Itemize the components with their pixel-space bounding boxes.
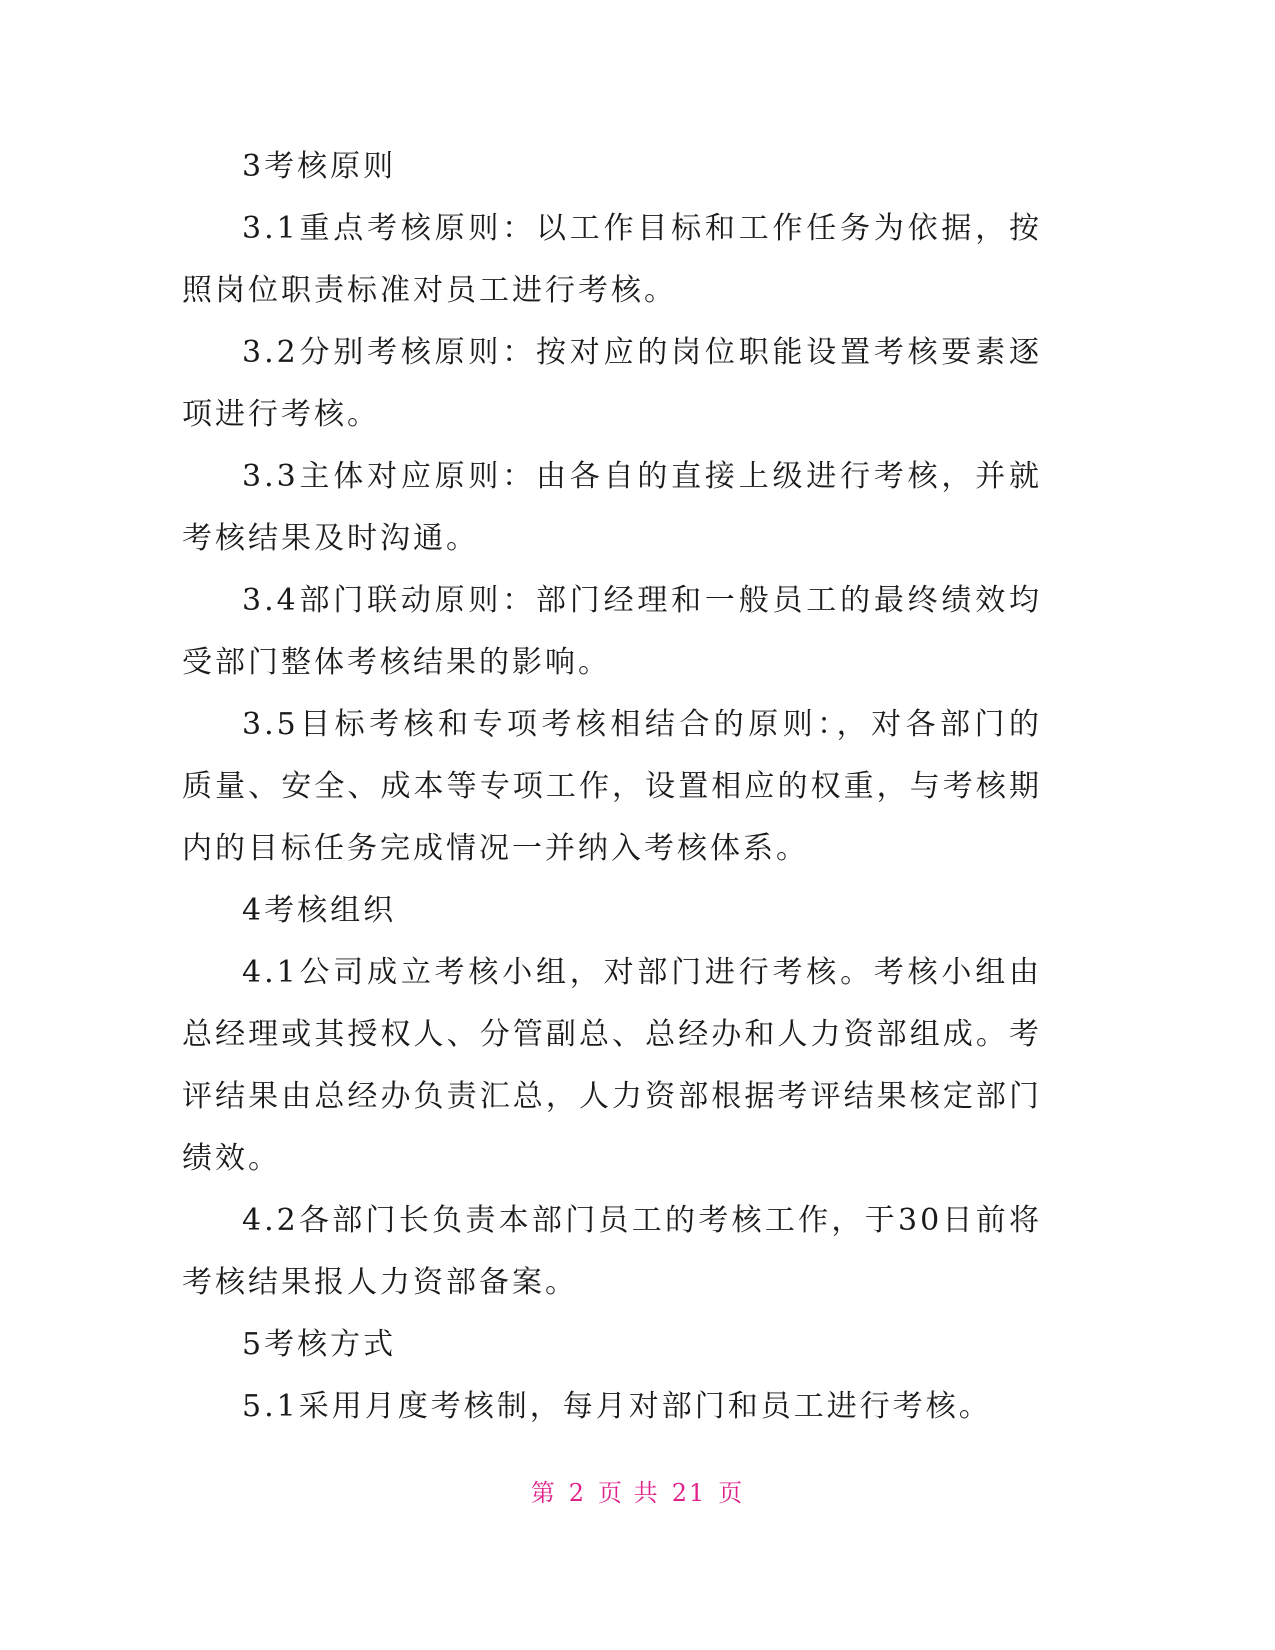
footer-prefix: 第 — [530, 1479, 557, 1507]
paragraph: 4.2各部门长负责本部门员工的考核工作，于30日前将考核结果报人力资部备案。 — [182, 1203, 1042, 1300]
current-page-number: 2 — [568, 1479, 587, 1507]
paragraph: 4.1公司成立考核小组，对部门进行考核。考核小组由总经理或其授权人、分管副总、总经办和人力资部组成。考评结果由总经办负责汇总，人力资部根据考评结果核定部门绩效。 — [182, 955, 1042, 1176]
paragraph: 3.4部门联动原则：部门经理和一般员工的最终绩效均受部门整体考核结果的影响。 — [182, 583, 1042, 680]
paragraph: 3.5目标考核和专项考核相结合的原则：，对各部门的质量、安全、成本等专项工作，设置相应的权重，与考核期内的目标任务完成情况一并纳入考核体系。 — [182, 707, 1042, 866]
footer-middle: 页 共 — [598, 1479, 660, 1507]
paragraph: 3.1重点考核原则：以工作目标和工作任务为依据，按照岗位职责标准对员工进行考核。 — [182, 211, 1042, 308]
document-body — [182, 136, 1042, 1438]
total-pages-number: 21 — [671, 1479, 707, 1507]
paragraph: 5.1采用月度考核制，每月对部门和员工进行考核。 — [242, 1389, 992, 1424]
page-footer — [0, 1473, 1275, 1508]
section-heading: 4考核组织 — [242, 893, 397, 928]
paragraph: 3.3主体对应原则：由各自的直接上级进行考核，并就考核结果及时沟通。 — [182, 459, 1042, 556]
footer-suffix: 页 — [718, 1479, 745, 1507]
section-heading: 3考核原则 — [242, 149, 397, 184]
section-heading: 5考核方式 — [242, 1327, 397, 1362]
paragraph: 3.2分别考核原则：按对应的岗位职能设置考核要素逐项进行考核。 — [182, 335, 1042, 432]
